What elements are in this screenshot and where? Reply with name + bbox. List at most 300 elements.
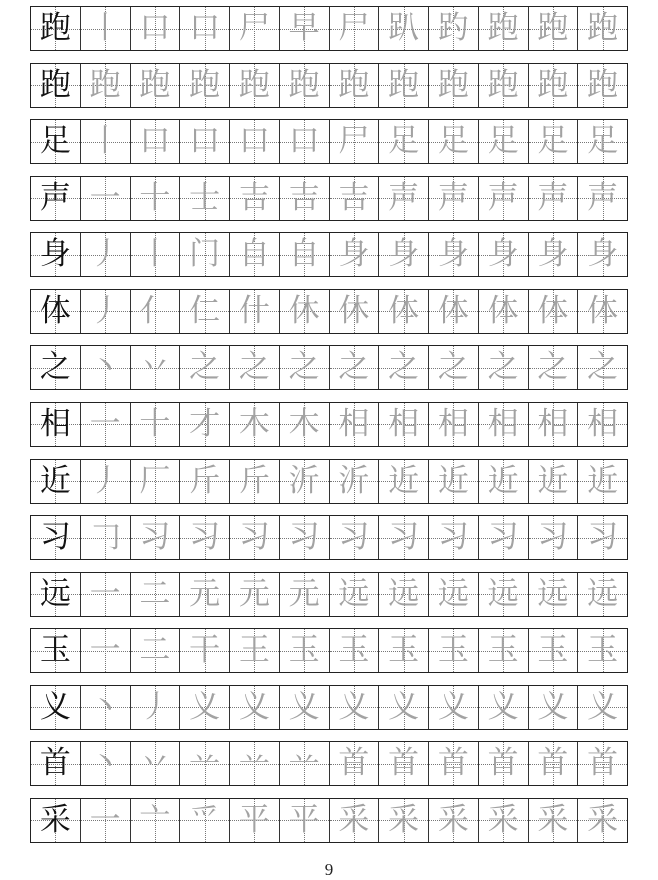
model-character-cell [31,686,80,729]
tracing-cell [229,629,279,672]
tracing-cell [428,460,478,503]
stroke-order-character: 近 [437,462,469,499]
tracing-cell [80,742,130,785]
tracing-cell [329,346,379,389]
stroke-order-character: 跑 [338,66,370,103]
tracing-cell [229,7,279,50]
model-character-cell [31,516,80,559]
stroke-order-character: 义 [487,688,519,725]
stroke-order-character: 近 [537,462,569,499]
tracing-cell [478,177,528,220]
stroke-order-character: 之 [238,349,270,386]
stroke-order-character: 足 [537,123,569,160]
model-character-cell [31,799,80,842]
model-character: 声 [39,179,71,216]
stroke-order-character: 跑 [89,66,121,103]
model-character-cell [31,742,80,785]
practice-row [30,345,628,390]
tracing-cell [378,629,428,672]
tracing-cell [229,460,279,503]
tracing-cell [378,64,428,107]
tracing-cell [329,742,379,785]
stroke-order-character: 跑 [487,10,519,46]
stroke-order-character: 元 [288,575,320,612]
stroke-order-character: 身 [537,236,569,273]
stroke-order-character: 义 [388,688,420,725]
tracing-cell [80,7,130,50]
stroke-order-character: 体 [437,292,469,329]
stroke-order-character: 体 [587,292,619,329]
tracing-cell [279,7,329,50]
stroke-order-character: 习 [587,519,619,556]
stroke-order-character: 义 [189,688,221,725]
stroke-order-character: 亠 [139,801,171,838]
stroke-order-character: 跑 [587,66,619,103]
tracing-cell [329,516,379,559]
model-character-cell [31,290,80,333]
stroke-order-character: 相 [437,405,469,442]
tracing-cell [378,742,428,785]
stroke-order-character: 远 [437,575,469,612]
tracing-cell [179,403,229,446]
tracing-cell [428,403,478,446]
model-character: 近 [39,462,71,499]
tracing-cell [279,629,329,672]
tracing-cell [378,7,428,50]
stroke-order-character: 跑 [537,66,569,103]
tracing-cell [229,120,279,163]
tracing-cell [528,7,578,50]
tracing-cell [279,177,329,220]
stroke-order-character: 近 [388,462,420,499]
tracing-cell [577,64,627,107]
practice-row [30,6,628,51]
tracing-cell [378,290,428,333]
tracing-cell [577,403,627,446]
tracing-cell [130,177,180,220]
tracing-cell [528,177,578,220]
stroke-order-character: 一 [89,632,121,669]
stroke-order-character: 首 [487,745,519,782]
page-number: 9 [324,860,334,879]
tracing-cell [279,799,329,842]
stroke-order-character: 足 [437,123,469,160]
tracing-cell [179,573,229,616]
tracing-cell [478,64,528,107]
tracing-cell [577,290,627,333]
tracing-cell [577,460,627,503]
tracing-cell [428,629,478,672]
tracing-cell [329,403,379,446]
tracing-cell [279,573,329,616]
stroke-order-character: 尸 [338,123,370,160]
tracing-cell [478,233,528,276]
tracing-cell [428,799,478,842]
model-character-cell [31,573,80,616]
tracing-cell [528,346,578,389]
stroke-order-character: 一 [89,801,121,838]
stroke-order-character: 丷 [139,745,171,782]
stroke-order-character: 䒑 [189,745,221,782]
tracing-cell [229,233,279,276]
tracing-cell [329,64,379,107]
tracing-cell [130,403,180,446]
practice-row [30,289,628,334]
model-character-cell [31,460,80,503]
tracing-cell [329,460,379,503]
tracing-cell [229,403,279,446]
tracing-cell [428,290,478,333]
stroke-order-character: 口 [189,10,221,46]
tracing-cell [179,742,229,785]
stroke-order-character: 十 [139,405,171,442]
stroke-order-character: 首 [537,745,569,782]
tracing-cell [80,403,130,446]
tracing-cell [329,7,379,50]
stroke-order-character: 什 [238,292,270,329]
stroke-order-character: 远 [537,575,569,612]
tracing-cell [577,233,627,276]
tracing-cell [80,460,130,503]
stroke-order-character: 身 [587,236,619,273]
tracing-cell [329,177,379,220]
tracing-cell [179,290,229,333]
stroke-order-character: 丨 [139,236,171,273]
stroke-order-character: 义 [587,688,619,725]
tracing-cell [179,346,229,389]
practice-grid [30,6,628,843]
tracing-cell [577,686,627,729]
tracing-cell [528,460,578,503]
tracing-cell [329,799,379,842]
stroke-order-character: 二 [139,575,171,612]
tracing-cell [577,177,627,220]
model-character: 之 [39,349,71,386]
tracing-cell [279,233,329,276]
model-character: 跑 [39,10,71,46]
stroke-order-character: 采 [487,801,519,838]
model-character: 玉 [39,632,71,669]
tracing-cell [279,346,329,389]
stroke-order-character: 之 [288,349,320,386]
stroke-order-character: 远 [338,575,370,612]
model-character: 足 [39,123,71,160]
stroke-order-character: 丨 [89,123,121,160]
tracing-cell [528,120,578,163]
tracing-cell [528,742,578,785]
tracing-cell [378,120,428,163]
stroke-order-character: 之 [437,349,469,386]
tracing-cell [478,742,528,785]
tracing-cell [179,516,229,559]
stroke-order-character: 玉 [388,632,420,669]
stroke-order-character: 早 [288,10,320,46]
stroke-order-character: 远 [388,575,420,612]
stroke-order-character: 习 [238,519,270,556]
model-character-cell [31,7,80,50]
tracing-cell [478,460,528,503]
model-character: 习 [39,519,71,556]
tracing-cell [428,64,478,107]
tracing-cell [179,64,229,107]
tracing-cell [428,516,478,559]
stroke-order-character: 䒑 [288,745,320,782]
stroke-order-character: 跑 [189,66,221,103]
tracing-cell [378,686,428,729]
practice-row [30,63,628,108]
tracing-cell [577,629,627,672]
stroke-order-character: 跑 [437,66,469,103]
tracing-cell [229,516,279,559]
stroke-order-character: 𠃌 [89,519,121,556]
practice-row [30,741,628,786]
stroke-order-character: 相 [537,405,569,442]
tracing-cell [478,346,528,389]
stroke-order-character: 义 [288,688,320,725]
tracing-cell [478,516,528,559]
model-character-cell [31,64,80,107]
stroke-order-character: 丿 [139,688,171,725]
model-character: 义 [39,688,71,725]
stroke-order-character: 习 [537,519,569,556]
stroke-order-character: 足 [587,123,619,160]
stroke-order-character: 相 [338,405,370,442]
tracing-cell [528,686,578,729]
stroke-order-character: 口 [189,123,221,160]
stroke-order-character: 身 [437,236,469,273]
stroke-order-character: 义 [338,688,370,725]
tracing-cell [329,686,379,729]
tracing-cell [130,799,180,842]
stroke-order-character: 丶 [89,745,121,782]
stroke-order-character: 跑 [587,10,619,46]
stroke-order-character: 体 [487,292,519,329]
tracing-cell [528,64,578,107]
stroke-order-character: 身 [487,236,519,273]
stroke-order-character: 习 [189,519,221,556]
model-character: 身 [39,236,71,273]
tracing-cell [80,573,130,616]
stroke-order-character: 爫 [189,801,221,838]
tracing-cell [130,742,180,785]
stroke-order-character: 丿 [89,292,121,329]
tracing-cell [130,686,180,729]
tracing-cell [279,64,329,107]
stroke-order-character: 吉 [338,179,370,216]
tracing-cell [179,799,229,842]
stroke-order-character: 自 [288,236,320,273]
stroke-order-character: 趵 [437,10,469,46]
stroke-order-character: 士 [189,179,221,216]
tracing-cell [329,233,379,276]
stroke-order-character: 斤 [238,462,270,499]
stroke-order-character: 之 [487,349,519,386]
tracing-cell [80,686,130,729]
stroke-order-character: 斤 [189,462,221,499]
tracing-cell [179,233,229,276]
tracing-cell [577,516,627,559]
model-character: 采 [39,801,71,838]
stroke-order-character: 跑 [139,66,171,103]
stroke-order-character: 王 [238,632,270,669]
model-character-cell [31,177,80,220]
stroke-order-character: 近 [487,462,519,499]
stroke-order-character: 声 [587,179,619,216]
tracing-cell [428,742,478,785]
stroke-order-character: 口 [139,10,171,46]
tracing-cell [229,177,279,220]
stroke-order-character: 之 [537,349,569,386]
tracing-cell [279,460,329,503]
tracing-cell [80,346,130,389]
tracing-cell [329,290,379,333]
practice-row [30,628,628,673]
stroke-order-character: 习 [437,519,469,556]
stroke-order-character: 一 [89,179,121,216]
tracing-cell [528,799,578,842]
stroke-order-character: 一 [89,405,121,442]
stroke-order-character: 之 [388,349,420,386]
model-character-cell [31,629,80,672]
stroke-order-character: 吉 [238,179,270,216]
stroke-order-character: 声 [537,179,569,216]
stroke-order-character: 玉 [537,632,569,669]
model-character: 远 [39,575,71,612]
tracing-cell [130,233,180,276]
stroke-order-character: 跑 [238,66,270,103]
stroke-order-character: 之 [587,349,619,386]
stroke-order-character: 习 [288,519,320,556]
tracing-cell [279,742,329,785]
stroke-order-character: 趴 [388,10,420,46]
stroke-order-character: 采 [388,801,420,838]
tracing-cell [577,120,627,163]
stroke-order-character: 首 [437,745,469,782]
stroke-order-character: 体 [388,292,420,329]
stroke-order-character: 一 [89,575,121,612]
stroke-order-character: 门 [189,236,221,273]
tracing-cell [378,403,428,446]
tracing-cell [229,573,279,616]
stroke-order-character: 玉 [437,632,469,669]
stroke-order-character: 玉 [587,632,619,669]
stroke-order-character: 干 [189,632,221,669]
practice-row [30,402,628,447]
tracing-cell [229,742,279,785]
practice-row [30,119,628,164]
stroke-order-character: 体 [537,292,569,329]
stroke-order-character: 首 [587,745,619,782]
stroke-order-character: 身 [338,236,370,273]
stroke-order-character: 首 [388,745,420,782]
stroke-order-character: 义 [437,688,469,725]
stroke-order-character: 二 [139,632,171,669]
stroke-order-character: 仁 [189,292,221,329]
tracing-cell [179,629,229,672]
stroke-order-character: 身 [388,236,420,273]
practice-row [30,798,628,843]
stroke-order-character: 丶 [89,688,121,725]
tracing-cell [229,346,279,389]
stroke-order-character: 习 [487,519,519,556]
tracing-cell [528,629,578,672]
tracing-cell [279,290,329,333]
tracing-cell [528,290,578,333]
tracing-cell [80,516,130,559]
stroke-order-character: 平 [238,801,270,838]
tracing-cell [80,177,130,220]
stroke-order-character: 义 [238,688,270,725]
tracing-cell [577,742,627,785]
stroke-order-character: 足 [388,123,420,160]
tracing-cell [329,573,379,616]
stroke-order-character: 采 [537,801,569,838]
stroke-order-character: 足 [487,123,519,160]
tracing-cell [130,573,180,616]
stroke-order-character: 丶 [89,349,121,386]
tracing-cell [329,120,379,163]
tracing-cell [130,516,180,559]
tracing-cell [478,403,528,446]
tracing-cell [478,799,528,842]
stroke-order-character: 十 [139,179,171,216]
tracing-cell [80,290,130,333]
stroke-order-character: 远 [587,575,619,612]
stroke-order-character: 亻 [139,292,171,329]
model-character: 跑 [39,66,71,103]
stroke-order-character: 吉 [288,179,320,216]
stroke-order-character: 才 [189,405,221,442]
model-character: 相 [39,405,71,442]
stroke-order-character: 沂 [288,462,320,499]
tracing-cell [378,177,428,220]
stroke-order-character: 丨 [89,10,121,46]
stroke-order-character: 近 [587,462,619,499]
stroke-order-character: 跑 [388,66,420,103]
tracing-cell [528,233,578,276]
stroke-order-character: 习 [388,519,420,556]
tracing-cell [80,64,130,107]
tracing-cell [478,7,528,50]
stroke-order-character: 平 [288,801,320,838]
tracing-cell [179,120,229,163]
stroke-order-character: 木 [288,405,320,442]
stroke-order-character: 跑 [288,66,320,103]
tracing-cell [279,516,329,559]
stroke-order-character: 之 [338,349,370,386]
tracing-cell [478,573,528,616]
stroke-order-character: 采 [437,801,469,838]
stroke-order-character: 沂 [338,462,370,499]
tracing-cell [428,686,478,729]
tracing-cell [378,460,428,503]
stroke-order-character: 声 [388,179,420,216]
tracing-cell [478,120,528,163]
stroke-order-character: 之 [189,349,221,386]
stroke-order-character: 声 [487,179,519,216]
tracing-cell [229,686,279,729]
stroke-order-character: 相 [388,405,420,442]
stroke-order-character: 相 [487,405,519,442]
tracing-cell [378,516,428,559]
stroke-order-character: 采 [587,801,619,838]
tracing-cell [229,64,279,107]
tracing-cell [428,120,478,163]
tracing-cell [80,120,130,163]
stroke-order-character: 习 [338,519,370,556]
practice-row [30,685,628,730]
tracing-cell [130,7,180,50]
